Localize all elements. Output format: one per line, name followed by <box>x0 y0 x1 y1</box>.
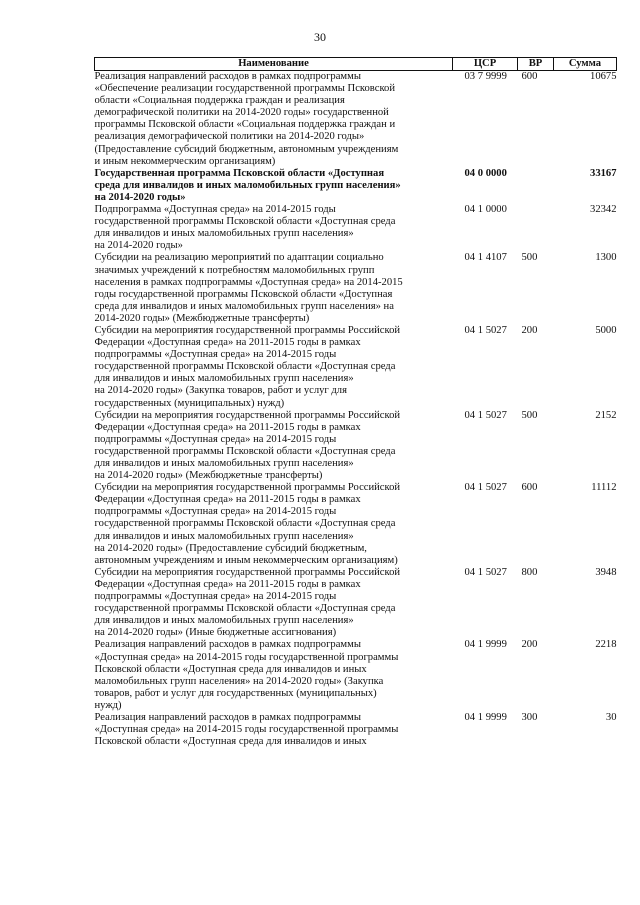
row-sum: 32342 <box>590 204 617 216</box>
header-csr: ЦСР <box>453 58 518 71</box>
row-name <box>95 712 453 748</box>
row-name-line: области «Социальная поддержка граждан и реализация <box>94 95 345 107</box>
row-name-line: Реализация направлений расходов в рамках подпрограммы <box>94 711 361 723</box>
row-sum: 33167 <box>590 167 617 179</box>
row-csr: 04 1 5027 <box>464 482 507 494</box>
row-name-line: подпрограммы «Доступная среда» на 2014-2015 годы <box>94 433 337 445</box>
row-name-line: подпрограммы «Доступная среда» на 2014-2015 годы <box>94 506 337 518</box>
table-header-row <box>95 58 617 71</box>
row-csr: 04 1 0000 <box>464 204 507 216</box>
header-name: Наименование <box>95 58 453 71</box>
table-row <box>95 567 617 640</box>
row-csr: 04 0 0000 <box>464 167 507 179</box>
row-name-line: маломобильных групп населения» на 2014-2020 годы» (Закупка <box>94 675 384 687</box>
row-csr: 04 1 4107 <box>464 252 507 264</box>
table-row <box>95 204 617 252</box>
row-name <box>95 410 453 483</box>
row-vr <box>518 204 554 252</box>
row-sum: 5000 <box>595 324 617 336</box>
row-name-line: подпрограммы «Доступная среда» на 2014-2015 годы <box>94 591 337 603</box>
row-name-line: Государственная программа Псковской области «Доступная <box>94 167 385 179</box>
row-name-line: на 2014-2020 годы» (Иные бюджетные ассигнования) <box>94 627 337 639</box>
row-name <box>95 482 453 567</box>
row-name-line: товаров, работ и услуг для государственных (муниципальных) <box>94 687 377 699</box>
row-sum: 11112 <box>591 482 617 494</box>
row-vr: 200 <box>521 324 538 336</box>
header-sum: Сумма <box>554 58 617 71</box>
row-name-line: программы Псковской области «Социальная поддержка граждан и <box>94 119 396 131</box>
row-name <box>95 168 453 204</box>
row-name-line: годы государственной программы Псковской области «Доступная <box>94 288 393 300</box>
row-vr: 500 <box>521 409 538 421</box>
row-name-line: Субсидии на мероприятия государственной программы Российской <box>94 409 401 421</box>
row-sum: 10675 <box>590 71 617 82</box>
row-name-line: Федерации «Доступная среда» на 2011-2015 годы в рамках <box>94 578 361 590</box>
row-name <box>95 252 453 325</box>
row-name-line: «Доступная среда» на 2014-2015 годы государственной программы <box>94 651 399 663</box>
row-vr <box>518 168 554 204</box>
row-name-line: на 2014-2020 годы» (Предоставление субсидий бюджетным, <box>94 542 367 554</box>
row-name-line: населения в рамках подпрограммы «Доступная среда» на 2014-2015 <box>94 276 403 288</box>
row-name-line: на 2014-2020 годы» (Закупка товаров, работ и услуг для <box>94 385 347 397</box>
table-row <box>95 325 617 410</box>
row-name-line: для инвалидов и иных маломобильных групп населения» <box>94 228 354 240</box>
row-name-line: государственной программы Псковской области «Доступная среда <box>94 518 396 530</box>
row-name-line: Псковской области «Доступная среда для инвалидов и иных <box>94 736 367 748</box>
table-row <box>95 71 617 168</box>
row-vr: 300 <box>521 711 538 723</box>
row-name <box>95 325 453 410</box>
header-vr: ВР <box>518 58 554 71</box>
row-csr: 04 1 9999 <box>464 711 507 723</box>
row-vr: 600 <box>521 71 538 82</box>
row-name-line: государственных (муниципальных) нужд) <box>94 397 285 409</box>
row-name-line: для инвалидов и иных маломобильных групп населения» <box>94 373 354 385</box>
row-csr: 04 1 9999 <box>464 639 507 651</box>
row-name-line: государственной программы Псковской области «Доступная среда <box>94 603 396 615</box>
row-sum: 3948 <box>595 566 617 578</box>
row-vr: 600 <box>521 482 538 494</box>
row-sum: 2218 <box>595 639 617 651</box>
row-name-line: Субсидии на мероприятия государственной программы Российской <box>94 482 401 494</box>
budget-table <box>94 57 617 748</box>
row-name-line: реализация демографической политики на 2014-2020 годы» <box>94 131 365 143</box>
row-name-line: на 2014-2020 годы» (Межбюджетные трансферты) <box>94 470 323 482</box>
row-name-line: для инвалидов и иных маломобильных групп населения» <box>94 530 354 542</box>
row-name-line: государственной программы Псковской области «Доступная среда <box>94 361 396 373</box>
row-vr: 500 <box>521 252 538 264</box>
row-name-line: на 2014-2020 годы» <box>94 240 183 252</box>
row-name-line: автономным учреждениям и иным некоммерческим организациям) <box>94 554 398 566</box>
row-name-line: Федерации «Доступная среда» на 2011-2015 годы в рамках <box>94 421 361 433</box>
table-row <box>95 410 617 483</box>
row-csr: 04 1 5027 <box>464 566 507 578</box>
row-name-line: значимых учреждений к потребностям маломобильных групп <box>94 264 375 276</box>
row-name-line: для инвалидов и иных маломобильных групп населения» <box>94 615 354 627</box>
row-name <box>95 71 453 168</box>
row-name-line: государственной программы Псковской области «Доступная среда <box>94 216 396 228</box>
row-name <box>95 567 453 640</box>
row-name-line: (Предоставление субсидий бюджетным, автономным учреждениям <box>94 143 399 155</box>
row-name-line: Подпрограмма «Доступная среда» на 2014-2015 годы <box>94 204 336 216</box>
row-name-line: 2014-2020 годы» (Межбюджетные трансферты) <box>94 312 310 324</box>
row-name-line: и иным некоммерческим организациям) <box>94 155 276 167</box>
row-vr: 800 <box>521 566 538 578</box>
table-row <box>95 712 617 748</box>
row-name-line: «Доступная среда» на 2014-2015 годы государственной программы <box>94 724 399 736</box>
row-name <box>95 204 453 252</box>
row-name-line: Субсидии на мероприятия государственной программы Российской <box>94 324 401 336</box>
row-name-line: Федерации «Доступная среда» на 2011-2015 годы в рамках <box>94 494 361 506</box>
page-number: 30 <box>314 30 326 44</box>
row-name <box>95 639 453 712</box>
row-csr: 03 7 9999 <box>464 71 507 82</box>
row-name-line: среда для инвалидов и иных маломобильных групп населения» <box>94 179 401 191</box>
table-row <box>95 482 617 567</box>
row-name-line: Субсидии на реализацию мероприятий по адаптации социально <box>94 252 384 264</box>
row-name-line: подпрограммы «Доступная среда» на 2014-2015 годы <box>94 349 337 361</box>
row-name-line: Федерации «Доступная среда» на 2011-2015 годы в рамках <box>94 337 361 349</box>
row-name-line: на 2014-2020 годы» <box>94 191 186 203</box>
table-body <box>95 71 617 749</box>
row-sum: 30 <box>605 711 617 723</box>
row-name-line: Реализация направлений расходов в рамках подпрограммы <box>94 639 361 651</box>
row-name-line: демографической политики на 2014-2020 годы» государственной <box>94 107 389 119</box>
row-name-line: Субсидии на мероприятия государственной программы Российской <box>94 566 401 578</box>
row-name-line: Реализация направлений расходов в рамках подпрограммы <box>94 71 361 82</box>
table-row <box>95 252 617 325</box>
row-sum: 1300 <box>595 252 617 264</box>
row-name-line: нужд) <box>94 699 122 711</box>
row-name-line: среда для инвалидов и иных маломобильных групп населения» на <box>94 300 394 312</box>
table-row <box>95 639 617 712</box>
row-name-line: государственной программы Псковской области «Доступная среда <box>94 445 396 457</box>
row-vr: 200 <box>521 639 538 651</box>
row-name-line: Псковской области «Доступная среда для инвалидов и иных <box>94 663 367 675</box>
row-csr: 04 1 5027 <box>464 324 507 336</box>
table-row <box>95 168 617 204</box>
row-name-line: «Обеспечение реализации государственной программы Псковской <box>94 83 396 95</box>
row-sum: 2152 <box>595 409 617 421</box>
row-csr: 04 1 5027 <box>464 409 507 421</box>
row-name-line: для инвалидов и иных маломобильных групп населения» <box>94 458 354 469</box>
